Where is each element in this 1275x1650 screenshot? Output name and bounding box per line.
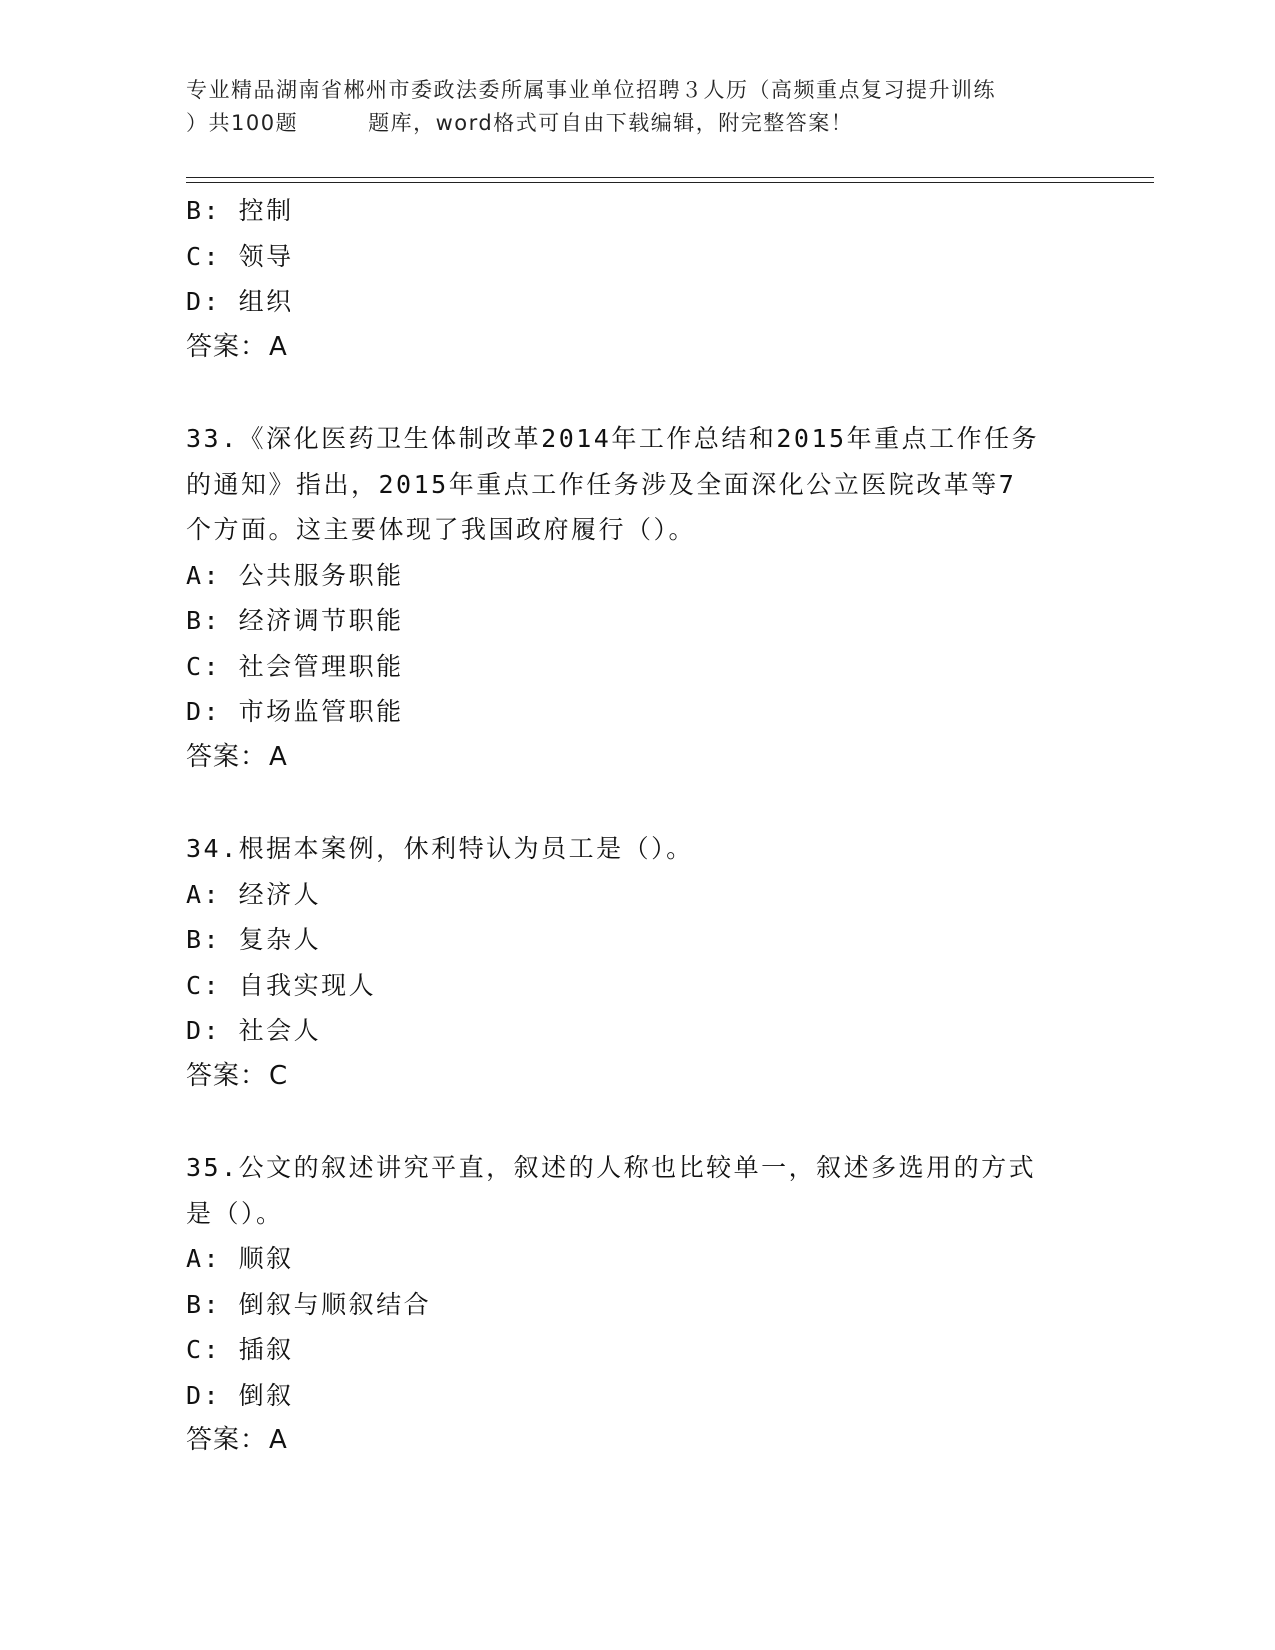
- option-a: A: 公共服务职能: [186, 560, 404, 590]
- question-text-line: 是（）。: [186, 1198, 284, 1228]
- option-c: C: 社会管理职能: [186, 651, 404, 681]
- question-33: [186, 416, 1086, 780]
- header-rule-top: [186, 177, 1154, 178]
- answer-line: 答案：A: [186, 331, 288, 362]
- option-d: D: 组织: [186, 287, 294, 316]
- header-title-line-1: 专业精品湖南省郴州市委政法委所属事业单位招聘３人历（高频重点复习提升训练: [186, 78, 996, 102]
- answer-line: 答案：C: [186, 1060, 289, 1091]
- header-title-line-2: [186, 107, 1096, 140]
- option-c: C: 领导: [186, 241, 294, 271]
- answer-value: C: [269, 1060, 289, 1091]
- answer-value: A: [269, 741, 288, 772]
- option-a: A: 顺叙: [186, 1244, 294, 1273]
- option-c: C: 插叙: [186, 1335, 294, 1364]
- option-b: B: 经济调节职能: [186, 606, 404, 635]
- option-b: B: 复杂人: [186, 925, 322, 954]
- option-b: B: 倒叙与顺叙结合: [186, 1289, 432, 1319]
- question-text-line: 个方面。这主要体现了我国政府履行（）。: [186, 515, 697, 544]
- option-b: B: 控制: [186, 196, 294, 225]
- option-a: A: 经济人: [186, 879, 322, 909]
- question-text-line: 的通知》指出，2015年重点工作任务涉及全面深化公立医院改革等7: [186, 469, 1017, 499]
- answer-value: A: [269, 331, 288, 362]
- question-35: [186, 1145, 1086, 1464]
- question-32-continued: [186, 188, 1086, 370]
- answer-line: 答案：A: [186, 741, 288, 772]
- document-header: [186, 74, 1096, 140]
- option-d: D: 倒叙: [186, 1380, 294, 1410]
- question-text-line: 35.公文的叙述讲究平直，叙述的人称也比较单一，叙述多选用的方式: [186, 1153, 1037, 1182]
- question-content: [186, 188, 1086, 1464]
- answer-value: A: [269, 1425, 288, 1455]
- question-text-line: 34.根据本案例，休利特认为员工是（）。: [186, 834, 694, 863]
- answer-line: 答案：A: [186, 1425, 288, 1455]
- option-d: D: 市场监管职能: [186, 697, 404, 726]
- header-title-line-2-part-1: ）共100题: [186, 111, 299, 135]
- option-c: C: 自我实现人: [186, 970, 377, 1000]
- option-d: D: 社会人: [186, 1016, 322, 1045]
- header-rule-bottom: [186, 182, 1154, 183]
- header-title-line-2-part-2: 题库，word格式可自由下载编辑，附完整答案！: [368, 111, 854, 135]
- question-text-line: 33.《深化医药卫生体制改革2014年工作总结和2015年重点工作任务: [186, 424, 1040, 453]
- question-34: [186, 826, 1086, 1099]
